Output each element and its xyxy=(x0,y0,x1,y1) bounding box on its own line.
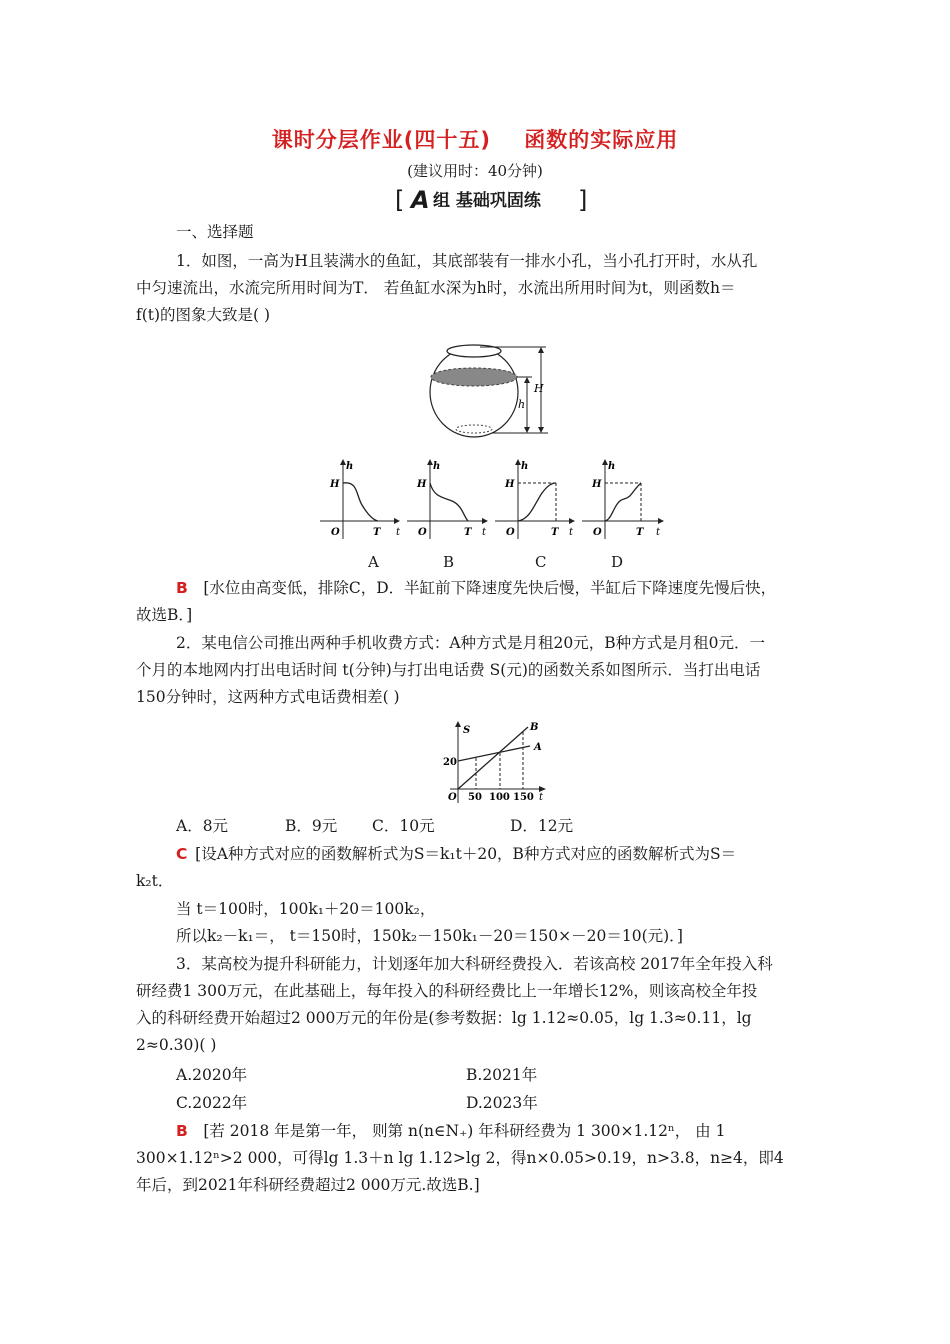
graph-A xyxy=(320,459,401,539)
q3-text-line1: 3．某高校为提升科研能力，计划逐年加大科研经费投入．若该高校 2017年全年投入科 xyxy=(176,955,773,973)
svg-text:H: H xyxy=(592,479,602,490)
group-label: 组 基础巩固练 xyxy=(433,191,541,211)
svg-text:O: O xyxy=(331,527,340,538)
h-arrow-top xyxy=(524,377,530,383)
svg-text:O: O xyxy=(506,527,515,538)
q2-text-line2: 个月的本地网内打出电话时间 t(分钟)与打出电话费 S(元)的函数关系如图所示．当打出电话 xyxy=(136,661,761,679)
svg-text:h: h xyxy=(433,461,441,472)
fish-tank-figure xyxy=(420,340,560,440)
svg-text:h: h xyxy=(608,461,616,472)
curve-D xyxy=(605,483,641,521)
tank-label-h: h xyxy=(518,398,526,411)
q1-option-B: B xyxy=(443,553,455,571)
section-heading: 一、选择题 xyxy=(176,223,254,241)
graph-D xyxy=(582,459,664,539)
q3-option-C: C.2022年 xyxy=(176,1094,248,1112)
curve-B xyxy=(430,483,468,521)
svg-text:O: O xyxy=(593,527,602,538)
q2-explain-4: 所以k₂－k₁＝， t＝150时，150k₂－150k₁－20＝150×－20＝10(元)．] xyxy=(176,927,683,945)
q2-option-B: B．9元 xyxy=(285,817,338,835)
line-B xyxy=(458,727,528,789)
q2-explain-2: k₂t． xyxy=(136,872,174,890)
q3-solution-line1 xyxy=(176,1120,725,1142)
q2-option-C: C．10元 xyxy=(372,817,435,835)
svg-text:T: T xyxy=(551,527,559,538)
q2-option-D: D．12元 xyxy=(510,817,574,835)
tank-outline xyxy=(430,347,518,437)
q2-option-A: A．8元 xyxy=(176,817,229,835)
q1-option-C: C xyxy=(535,553,547,571)
q2-explain-1: [设A种方式对应的函数解析式为S＝k₁t＋20，B种方式对应的函数解析式为S＝ xyxy=(195,845,737,863)
q1-explain-2: 故选B．] xyxy=(136,606,193,624)
graph-B xyxy=(407,459,488,539)
graph-C xyxy=(495,459,575,539)
q2-solution-line1 xyxy=(176,843,736,865)
line-A xyxy=(458,746,530,761)
fig-label-50: 50 xyxy=(468,792,482,803)
bracket-left: [ xyxy=(395,186,405,214)
curve-A xyxy=(343,483,378,521)
q3-option-D: D.2023年 xyxy=(466,1094,538,1112)
suggested-time: (建议用时：40分钟) xyxy=(407,162,543,180)
q3-explain-1: [若 2018 年是第一年， 则第 n(n∈N₊) 年科研经费为 1 300×1.12ⁿ， 由 1 xyxy=(203,1122,726,1140)
q1-explain-1: [水位由高变低，排除C，D．半缸前下降速度先快后慢，半缸后下降速度先慢后快， xyxy=(203,579,777,597)
svg-text:t: t xyxy=(569,527,574,538)
q3-option-A: A.2020年 xyxy=(176,1066,248,1084)
q1-option-D: D xyxy=(611,553,624,571)
q1-option-graphs xyxy=(310,455,680,545)
q3-text-line3: 入的科研经费开始超过2 000万元的年份是(参考数据：lg 1.12≈0.05，lg 1.3≈0.11，lg xyxy=(136,1009,752,1027)
q3-text-line2: 研经费1 300万元，在此基础上，每年投入的科研经费比上一年增长12%，则该高校全年投 xyxy=(136,982,758,1000)
q1-text-line2: 中匀速流出，水流完所用时间为T． 若鱼缸水深为h时，水流出所用时间为t，则函数h＝ xyxy=(136,279,736,297)
fig-label-t: t xyxy=(539,792,544,803)
svg-text:t: t xyxy=(482,527,487,538)
fig-label-O: O xyxy=(448,792,457,803)
H-arrow-top xyxy=(538,347,544,353)
bracket-right: ] xyxy=(578,186,588,214)
svg-text:H: H xyxy=(417,479,427,490)
tank-label-H: H xyxy=(534,382,544,395)
svg-text:h: h xyxy=(521,461,529,472)
q2-figure xyxy=(430,715,560,807)
fig-label-S: S xyxy=(463,725,471,736)
svg-text:t: t xyxy=(396,527,401,538)
fig-label-A: A xyxy=(534,742,542,753)
page-title: 课时分层作业(四十五) 函数的实际应用 xyxy=(271,128,679,152)
fig-label-150: 150 xyxy=(513,792,534,803)
q3-answer: B xyxy=(176,1122,188,1140)
q2-explain-3: 当 t＝100时，100k₁＋20＝100k₂， xyxy=(176,900,436,918)
fig-label-100: 100 xyxy=(489,792,510,803)
fig-label-20: 20 xyxy=(443,757,457,768)
q1-answer: B xyxy=(176,579,188,597)
svg-text:T: T xyxy=(636,527,644,538)
q1-text-line1: 1．如图，一高为H且装满水的鱼缸，其底部装有一排水小孔，当小孔打开时，水从孔 xyxy=(176,252,758,270)
q1-solution-line1 xyxy=(176,577,776,599)
fig-label-B: B xyxy=(530,722,539,733)
water-surface xyxy=(431,368,517,386)
group-heading xyxy=(395,186,595,216)
q2-text-line3: 150分钟时，这两种方式电话费相差( ) xyxy=(136,688,400,706)
curve-C xyxy=(518,483,556,521)
svg-text:H: H xyxy=(330,479,340,490)
H-arrow-bottom xyxy=(538,427,544,433)
q1-text-line3: f(t)的图象大致是( ) xyxy=(136,306,271,324)
h-arrow-bottom xyxy=(524,427,530,433)
svg-text:H: H xyxy=(505,479,515,490)
q3-option-B: B.2021年 xyxy=(466,1066,538,1084)
q3-explain-3: 年后，到2021年科研经费超过2 000万元.故选B.] xyxy=(136,1176,480,1194)
q1-option-A: A xyxy=(368,553,379,571)
svg-text:h: h xyxy=(346,461,354,472)
svg-text:O: O xyxy=(418,527,427,538)
q3-explain-2: 300×1.12ⁿ>2 000，可得lg 1.3＋n lg 1.12>lg 2，得n×0.05>0.19，n>3.8，n≥4，即4 xyxy=(136,1149,784,1167)
tank-bottom-holes xyxy=(456,425,492,433)
svg-text:T: T xyxy=(464,527,472,538)
svg-text:T: T xyxy=(373,527,381,538)
svg-text:t: t xyxy=(656,527,661,538)
q2-text-line1: 2．某电信公司推出两种手机收费方式：A种方式是月租20元，B种方式是月租0元．一 xyxy=(176,634,766,652)
group-letter: A xyxy=(411,186,430,214)
q3-text-line4: 2≈0.30)( ) xyxy=(136,1036,217,1054)
q2-answer: C xyxy=(176,845,188,863)
